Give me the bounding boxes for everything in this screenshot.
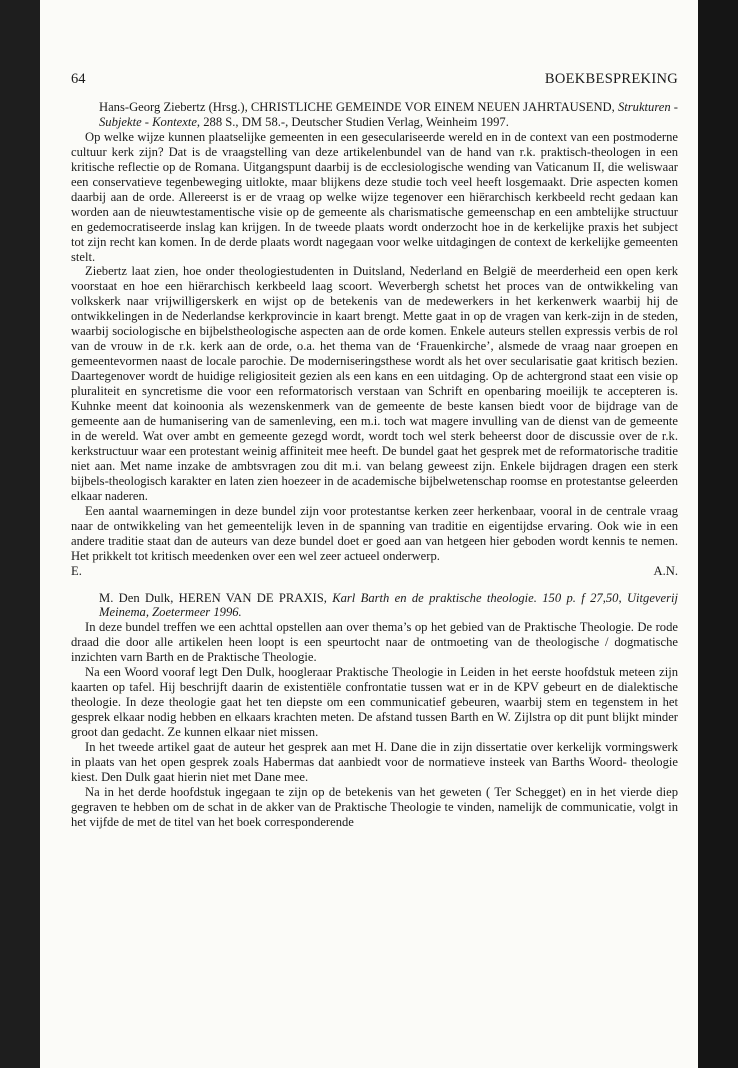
citation-authors-title: Hans-Georg Ziebertz (Hrsg.), CHRISTLICHE GEMEINDE VOR EINEM NEUEN JAHRTAUSEND, bbox=[99, 100, 618, 114]
citation-authors-title: M. Den Dulk, HEREN VAN DE PRAXIS, bbox=[99, 590, 333, 605]
review-paragraph: Op welke wijze kunnen plaatselijke gemeenten in een geseculariseerde wereld en in de context van een postmoderne cultuur kerk zijn? Dat is de vraagstelling van deze artikelenbundel van de hand van r.k. praktisch-theologen in een kritische reflectie op de Romana. Uitgangspunt daarbij is de ecclesiologische wending van Vaticanum II, die weliswaar een conservatieve tegenbeweging uitlokte, maar blijkens deze studie toch veel heeft losgemaakt. Drie aspecten komen daarbij aan de orde. Allereerst is er de vraag op welke wijze tegenover een hiërarchisch kerkbeeld recht gedaan kan worden aan de nieuwtestamentische visie op de gemeente als charismatische gemeenschap en een ambtelijke structuur en gedemocratiseerde inslag kan krijgen. In de tweede plaats wordt onderzocht hoe in de kerkelijke praxis het subject tot zijn recht kan komen. In de derde plaats wordt nagegaan voor welke uitdagingen de context de kerkelijke gemeenten stelt. bbox=[71, 129, 678, 264]
page-body bbox=[71, 100, 678, 830]
citation-subtitle: Karl Barth en de praktische theologie. 150 p. f 27,50, Uitgeverij Meinema, Zoetermeer 1996. bbox=[99, 590, 678, 620]
review-paragraph: Na een Woord vooraf legt Den Dulk, hoogleraar Praktische Theologie in Leiden in het eerste hoofdstuk meteen zijn kaarten op tafel. Hij beschrijft daarin de existentiële confrontatie tussen wat er in de KPV gebeurt en de dialektische theologie. In deze theologie gaat het ten diepste om een communicatief gebeuren, waarbij stem en tegenstem in het gesprek elkaar nodig hebben en elkaars krachten meten. De afstand tussen Barth en W. Zijlstra op dit punt blijkt minder groot dan gedacht. Ze kunnen elkaar niet missen. bbox=[71, 665, 678, 740]
citation-details: , 288 S., DM 58.-, Deutscher Studien Verlag, Weinheim 1997. bbox=[196, 114, 509, 129]
review-citation bbox=[99, 100, 678, 130]
review-paragraph: Na in het derde hoofdstuk ingegaan te zijn op de betekenis van het geweten ( Ter Schegget) en in het vierde diep gegraven te hebben om de schat in de akker van de Praktische Theologie te vinden, namelijk de communicatie, volgt in het vijfde de met de titel van het boek corresponderende bbox=[71, 784, 678, 829]
signoff-place: E. bbox=[71, 563, 82, 578]
book-page bbox=[40, 0, 698, 1068]
review-citation bbox=[99, 591, 678, 621]
scan-border-left bbox=[0, 0, 40, 1068]
review-paragraph: Ziebertz laat zien, hoe onder theologiestudenten in Duitsland, Nederland en België de meerderheid een open kerk voorstaat en hoe een hiërarchisch kerkbeeld laag scoort. Weverbergh schetst het proces van de ontwikkeling van volkskerk naar vrijwilligerskerk en wijst op de betekenis van de medewerkers in het kerkenwerk waarbij hij de ontwikkelingen in de Nederlandse kerkprovincie in kaart brengt. Mette gaat in op de vragen van kerk-zijn in de steden, waarbij sociologische en bijbelstheologische aspecten aan de orde komen. Enkele auteurs stellen expressis verbis de rol van de vrouw in de r.k. kerk aan de orde, o.a. het thema van de ‘Frauenkirche’, alsmede de vraag naar groepen en gemeentevormen naast de locale parochie. De moderniseringsthese wordt als het over secularisatie gaat kritisch bezien. Daartegenover wordt de huidige religiositeit gezien als een kans en een uitdaging. Op de achtergrond staat een visie op pluraliteit en syncretisme die voor een reformatorisch verstaan van Schrift en openbaring moeilijk te accepteren is. Kuhnke meent dat koinoonia als wezenskenmerk van de gemeente de beste kansen biedt voor de bijdrage van de gemeente aan de humanisering van de samenleving, een m.i. toch wat magere invulling van de dienst van de gemeente in de wereld. Wat over ambt en gemeente gezegd wordt, wordt toch wel sterk beheerst door de discussie over de r.k. kerkstructuur waar een protestant weinig affiniteit mee heeft. De bundel gaat het gesprek met de reformatorische traditie niet aan. Met name inzake de ambtsvragen zou dit m.i. van belang geweest zijn. Enkele bijdragen dragen een sterk bijbels-theologisch karakter en laten zien hoezeer in de academische bijbelwetenschap roomse en protestantse geleerden elkaar naderen. bbox=[71, 264, 678, 503]
review-paragraph: In het tweede artikel gaat de auteur het gesprek aan met H. Dane die in zijn dissertatie over kerkelijk vormingswerk in plaats van het open gesprek zoals Habermas dat aanbiedt voor de normatieve insteek van Barths Woord- theologie kiest. Den Dulk gaat hierin niet met Dane mee. bbox=[71, 740, 678, 784]
page-number: 64 bbox=[71, 71, 86, 87]
review-paragraph: In deze bundel treffen we een achttal opstellen aan over thema’s op het gebied van de Praktische Theologie. De rode draad die door alle artikelen heen loopt is een speurtocht naar de ontmoeting van de theologische / dogmatische inzichten varn Barth en de Praktische Theologie. bbox=[71, 620, 678, 665]
review-paragraph: Een aantal waarnemingen in deze bundel zijn voor protestantse kerken zeer herkenbaar, vooral in de centrale vraag naar de ontwikkeling van het gemeentelijk leven in de spanning van traditie en eigentijdse ervaring. Ook wie in een andere traditie staat dan de auteurs van deze bundel doet er goed aan van hetgeen hier geboden wordt kennis te nemen. Het prikkelt tot kritisch meedenken over een wel zeer actueel onderwerp. bbox=[71, 503, 678, 563]
signoff-initials: A.N. bbox=[653, 563, 678, 578]
review-den-dulk bbox=[71, 591, 678, 830]
review-signoff bbox=[71, 564, 678, 579]
running-head: BOEKBESPREKING bbox=[544, 71, 678, 87]
review-ziebertz bbox=[71, 100, 678, 579]
citation-subtitle: Strukturen - Subjekte - Kontexte bbox=[99, 100, 678, 129]
scan-border-right bbox=[698, 0, 738, 1068]
